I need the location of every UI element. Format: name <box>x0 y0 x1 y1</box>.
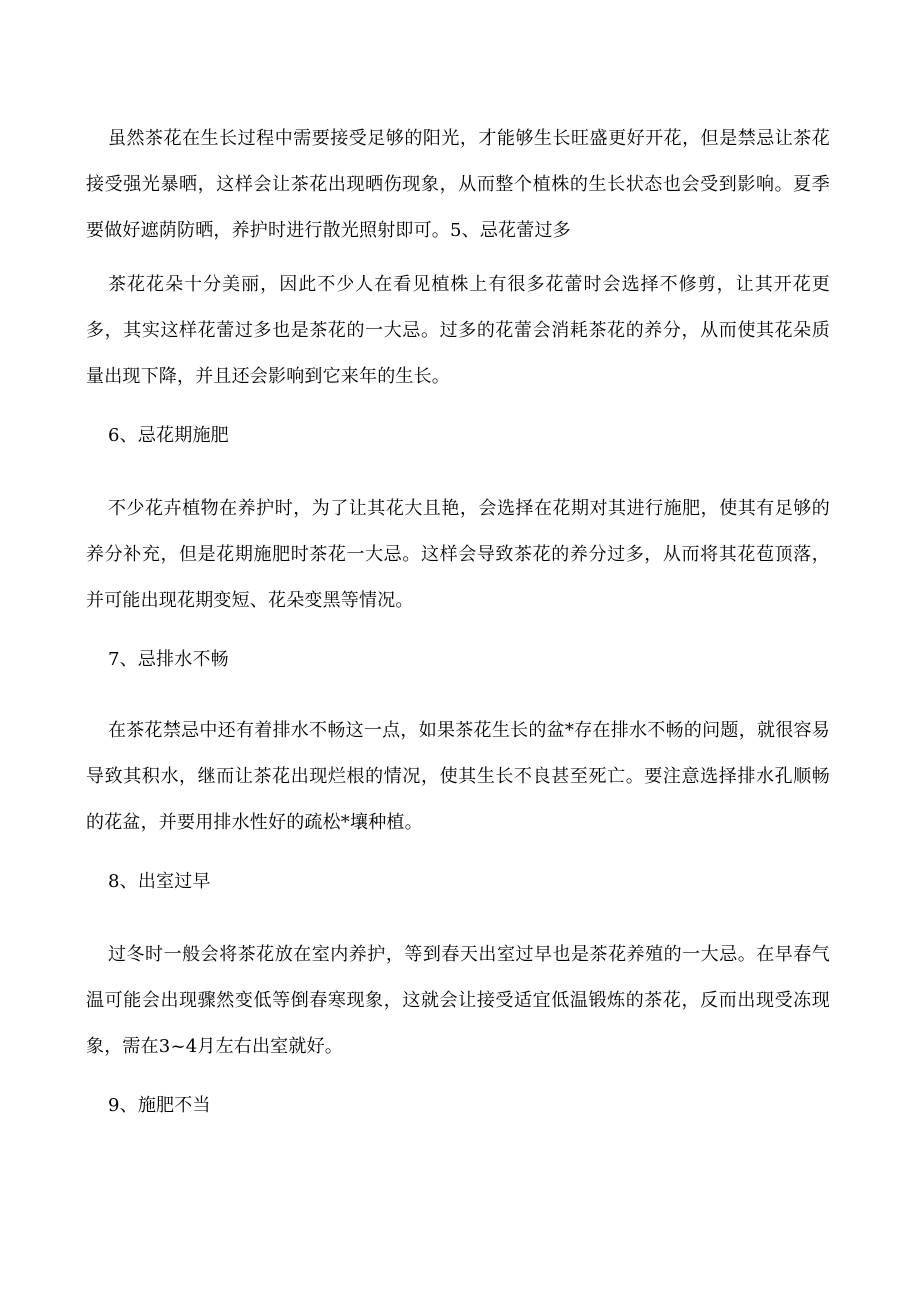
paragraph-flower-buds: 茶花花朵十分美丽，因此不少人在看见植株上有很多花蕾时会选择不修剪，让其开花更多，其实这样花蕾过多也是茶花的一大忌。过多的花蕾会消耗茶花的养分，从而使其花朵质量出现下降，并且还会影响到它来年的生长。 <box>86 274 830 387</box>
heading-6: 6、忌花期施肥 <box>108 425 229 446</box>
paragraph-moving-outdoors: 过冬时一般会将茶花放在室内养护，等到春天出室过早也是茶花养殖的一大忌。在早春气温可能会出现骤然变低等倒春寒现象，这就会让接受适宜低温锻炼的茶花，反而出现受冻现象，需在3~4月左右出室就好。 <box>86 944 830 1057</box>
heading-7: 7、忌排水不畅 <box>108 649 229 670</box>
paragraph-fertilizing-flowering: 不少花卉植物在养护时，为了让其花大且艳，会选择在花期对其进行施肥，使其有足够的养分补充，但是花期施肥时茶花一大忌。这样会导致茶花的养分过多，从而将其花苞顶落，并可能出现花期变短、花朵变黑等情况。 <box>86 498 830 611</box>
heading-9: 9、施肥不当 <box>108 1095 211 1116</box>
paragraph-sunlight: 虽然茶花在生长过程中需要接受足够的阳光，才能够生长旺盛更好开花，但是禁忌让茶花接受强光暴晒，这样会让茶花出现晒伤现象，从而整个植株的生长状态也会受到影响。夏季要做好遮荫防晒，养护时进行散光照射即可。5、忌花蕾过多 <box>86 128 830 241</box>
paragraph-drainage: 在茶花禁忌中还有着排水不畅这一点，如果茶花生长的盆*存在排水不畅的问题，就很容易导致其积水，继而让茶花出现烂根的情况，使其生长不良甚至死亡。要注意选择排水孔顺畅的花盆，并要用排水性好的疏松*壤种植。 <box>86 720 830 833</box>
heading-8: 8、出室过早 <box>108 871 211 892</box>
